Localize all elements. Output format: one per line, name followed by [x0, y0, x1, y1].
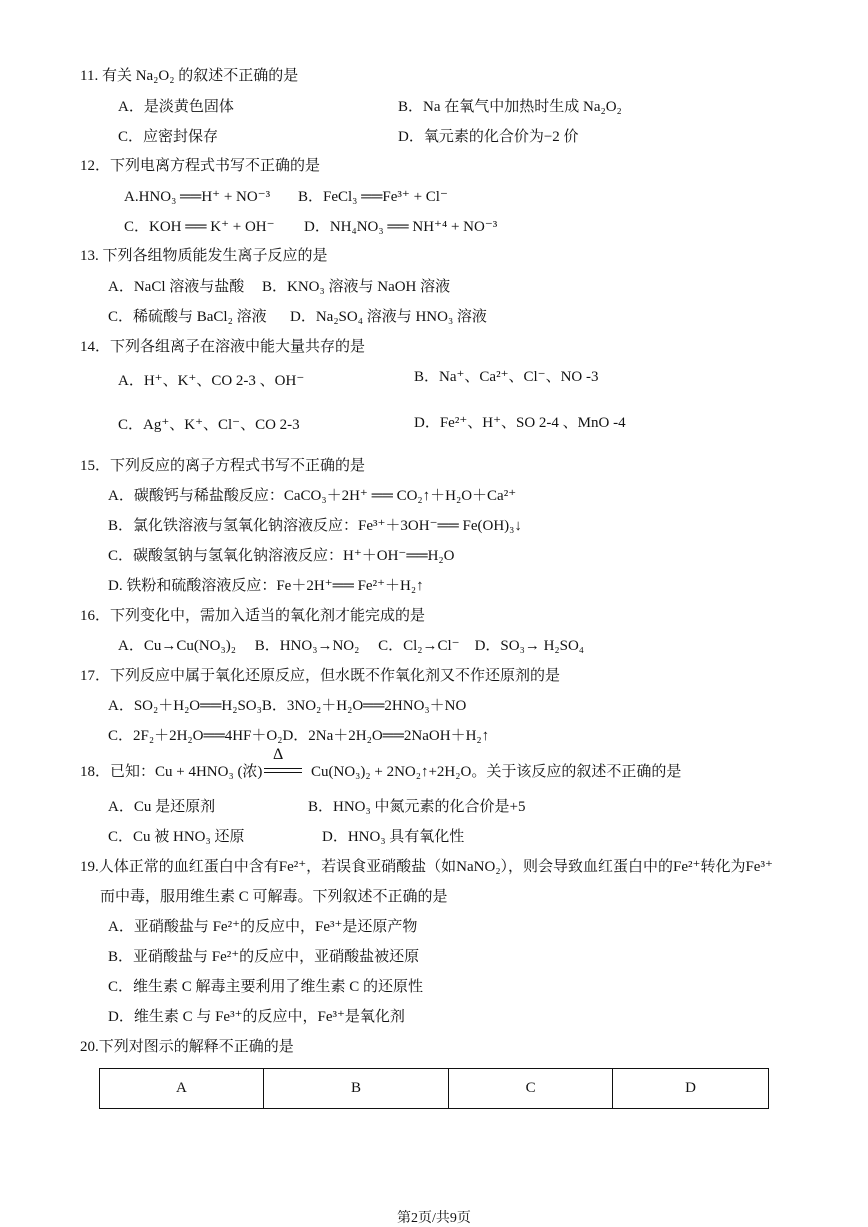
q11-option-c: C．应密封保存: [118, 129, 219, 145]
q19-stem-line1: 19.人体正常的血红蛋白中含有Fe²⁺，若误食亚硝酸盐（如NaNO₂），则会导致血红蛋白中的Fe²⁺转化为Fe³⁺: [80, 859, 773, 875]
delta-heating-mark: Δ: [273, 746, 284, 763]
q19-stem-line2: 而中毒，服用维生素 C 可解毒。下列叙述不正确的是: [100, 889, 448, 905]
q13-stem: 13. 下列各组物质能发生离子反应的是: [80, 248, 328, 264]
q18-option-a: A．Cu 是还原剂: [108, 799, 216, 815]
q13-option-c: C．稀硫酸与 BaCl₂ 溶液: [108, 309, 267, 325]
q12-option-b: B．FeCl₃ ══Fe³⁺ + Cl⁻: [298, 189, 448, 205]
q20-header-c: C: [449, 1069, 613, 1109]
q20-header-a: A: [100, 1069, 264, 1109]
q17-options-cd: C．2F₂＋2H₂O══4HF＋O₂D．2Na＋2H₂O══2NaOH＋H₂↑: [108, 728, 490, 744]
q16-stem: 16．下列变化中，需加入适当的氧化剂才能完成的是: [80, 608, 426, 624]
q14-option-b: B．Na⁺、Ca²⁺、Cl⁻、NO -3: [414, 369, 599, 385]
q18-stem-post: Cu(NO₃)₂ + 2NO₂↑+2H₂O。关于该反应的叙述不正确的是: [311, 764, 682, 780]
q11-option-d: D．氧元素的化合价为−2 价: [398, 129, 579, 145]
q11-option-a: A．是淡黄色固体: [118, 99, 234, 115]
q12-option-a: A.HNO₃ ══H⁺ + NO⁻³: [124, 189, 271, 205]
equals-line-top: [264, 768, 302, 769]
q17-stem: 17．下列反应中属于氧化还原反应，但水既不作氧化剂又不作还原剂的是: [80, 668, 561, 684]
q14-option-d: D．Fe²⁺、H⁺、SO 2-4 、MnO -4: [414, 415, 626, 431]
q18-option-b: B．HNO₃ 中氮元素的化合价是+5: [308, 799, 526, 815]
equals-line-bottom: [264, 772, 302, 773]
q20-header-b: B: [263, 1069, 448, 1109]
q13-option-d: D．Na₂SO₄ 溶液与 HNO₃ 溶液: [290, 309, 487, 325]
q19-option-a: A．亚硝酸盐与 Fe²⁺的反应中，Fe³⁺是还原产物: [108, 919, 418, 935]
q12-option-c: C．KOH ══ K⁺ + OH⁻: [124, 219, 275, 235]
q14-option-c: C．Ag⁺、K⁺、Cl⁻、CO 2-3: [118, 417, 300, 433]
q11-stem: 11. 有关 Na₂O₂ 的叙述不正确的是: [80, 68, 299, 84]
q16-options: A．Cu→Cu(NO₃)₂ B．HNO₃→NO₂ C．Cl₂→Cl⁻ D．SO₃→ H₂SO₄: [118, 638, 585, 654]
q15-option-a: A．碳酸钙与稀盐酸反应：CaCO₃＋2H⁺ ══ CO₂↑＋H₂O＋Ca²⁺: [108, 488, 517, 504]
q14-option-a: A．H⁺、K⁺、CO 2-3 、OH⁻: [118, 373, 305, 389]
q13-option-b: B．KNO₃ 溶液与 NaOH 溶液: [262, 279, 451, 295]
q19-option-d: D．维生素 C 与 Fe³⁺的反应中，Fe³⁺是氧化剂: [108, 1009, 405, 1025]
q18-stem-pre: 18．已知：Cu + 4HNO₃ (浓): [80, 764, 263, 780]
q15-stem: 15．下列反应的离子方程式书写不正确的是: [80, 458, 366, 474]
q19-option-c: C．维生素 C 解毒主要利用了维生素 C 的还原性: [108, 979, 424, 995]
page-footer: 第2页/共9页: [397, 1211, 471, 1226]
q15-option-c: C．碳酸氢钠与氢氧化钠溶液反应：H⁺＋OH⁻══H₂O: [108, 548, 455, 564]
q17-options-ab: A．SO₂＋H₂O══H₂SO₃B．3NO₂＋H₂O══2HNO₃＋NO: [108, 698, 467, 714]
q14-stem: 14．下列各组离子在溶液中能大量共存的是: [80, 339, 366, 355]
q19-option-b: B．亚硝酸盐与 Fe²⁺的反应中，亚硝酸盐被还原: [108, 949, 420, 965]
q18-option-d: D．HNO₃ 具有氧化性: [322, 829, 465, 845]
q13-option-a: A．NaCl 溶液与盐酸: [108, 279, 245, 295]
q11-option-b: B．Na 在氧气中加热时生成 Na₂O₂: [398, 99, 622, 115]
q20-header-d: D: [612, 1069, 768, 1109]
q20-stem: 20.下列对图示的解释不正确的是: [80, 1039, 294, 1055]
q18-option-c: C．Cu 被 HNO₃ 还原: [108, 829, 245, 845]
q15-option-d: D. 铁粉和硫酸溶液反应：Fe＋2H⁺══ Fe²⁺＋H₂↑: [108, 578, 424, 594]
q12-option-d: D．NH₄NO₃ ══ NH⁺⁴ + NO⁻³: [304, 219, 498, 235]
q12-stem: 12．下列电离方程式书写不正确的是: [80, 158, 321, 174]
q20-answer-table: [99, 1068, 769, 1109]
q15-option-b: B．氯化铁溶液与氢氧化钠溶液反应：Fe³⁺＋3OH⁻══ Fe(OH)₃↓: [108, 518, 522, 534]
